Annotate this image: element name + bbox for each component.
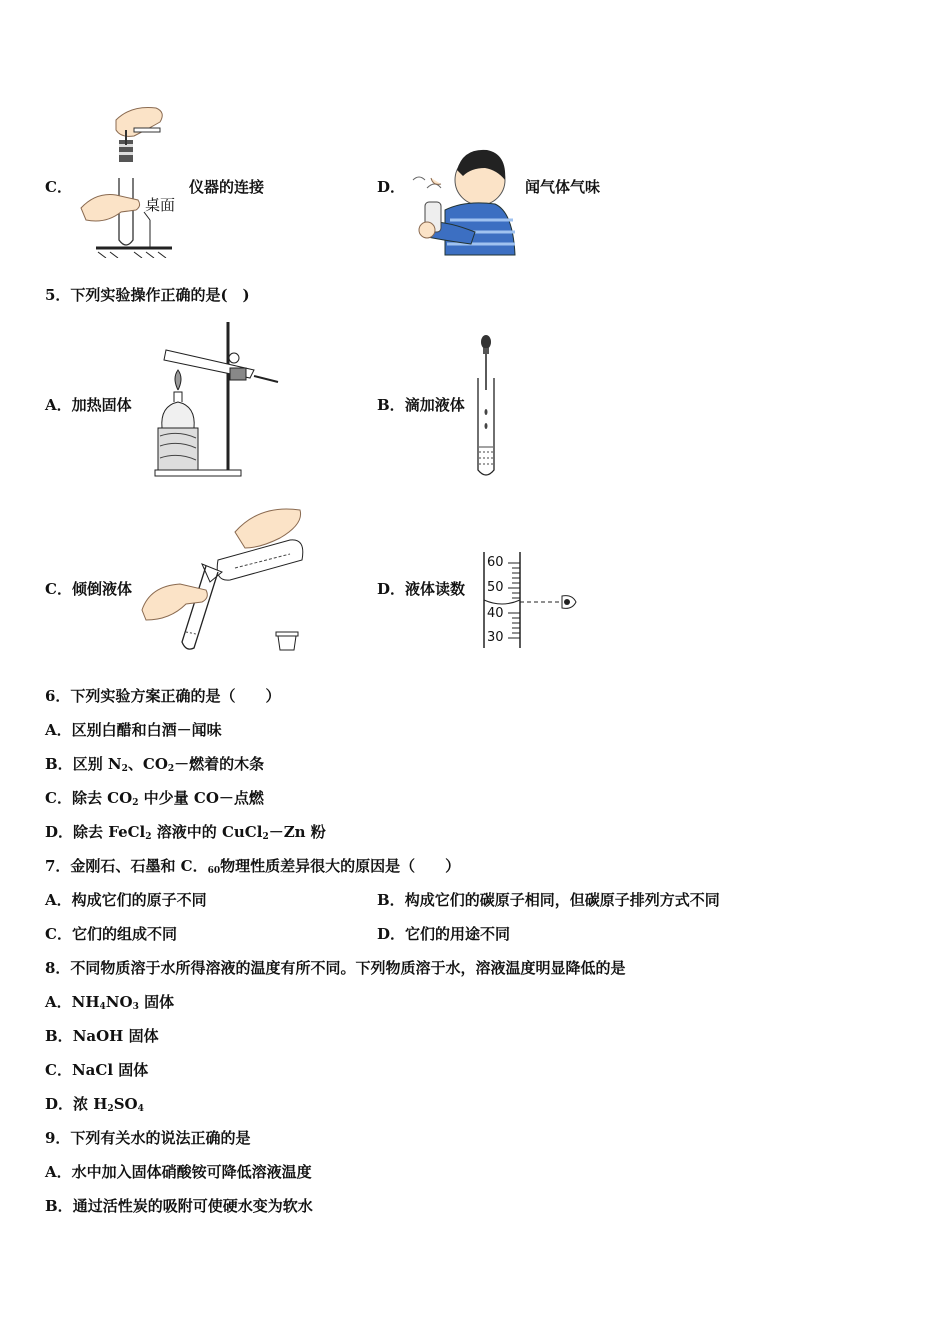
option-text: 水中加入固体硝酸铵可降低溶液温度 — [71, 1163, 312, 1181]
stem-text: 7．金刚石、石墨和 C． — [45, 857, 208, 875]
option-text: 浓 H — [73, 1095, 108, 1113]
option-letter: A． — [45, 891, 72, 909]
q9-option-a — [45, 1162, 312, 1182]
tube-connection-figure — [76, 100, 176, 258]
option-text: 倾倒液体 — [71, 580, 132, 598]
cylinder-reading-figure — [480, 550, 580, 650]
q5-option-c — [45, 578, 132, 599]
subscript: 60 — [207, 866, 221, 876]
q8-option-b — [45, 1026, 159, 1046]
option-letter: D． — [377, 178, 406, 196]
option-text: 液体读数 — [405, 580, 466, 598]
option-letter: C． — [45, 580, 72, 598]
subscript: 2 — [145, 832, 152, 842]
option-letter: C． — [45, 1061, 72, 1079]
subscript: 4 — [99, 1002, 106, 1012]
option-letter: D． — [45, 1095, 74, 1113]
option-text: 除去 FeCl — [73, 823, 146, 841]
subscript: 3 — [132, 1002, 139, 1012]
option-letter: D． — [377, 580, 406, 598]
subscript: 2 — [121, 764, 128, 774]
option-text: SO — [113, 1095, 138, 1113]
option-letter: C． — [45, 925, 72, 943]
option-text: 构成它们的原子不同 — [71, 891, 207, 909]
heating-solid-figure — [150, 318, 282, 480]
q6-stem: 6．下列实验方案正确的是（ ） — [45, 687, 281, 705]
option-text: 除去 CO — [71, 789, 133, 807]
option-letter: C． — [45, 178, 72, 196]
option-letter: C． — [45, 789, 72, 807]
option-text: 仪器的连接 — [189, 178, 265, 196]
tick-label: 60 — [487, 555, 504, 570]
q5-option-b — [377, 394, 465, 415]
q7-option-b — [377, 890, 720, 910]
smell-gas-figure — [405, 140, 520, 260]
option-letter: B． — [45, 1027, 73, 1045]
q8-option-a — [45, 992, 174, 1017]
option-text: 加热固体 — [71, 396, 132, 414]
option-letter: B． — [377, 396, 405, 414]
option-text: 滴加液体 — [404, 396, 465, 414]
q6-option-c — [45, 788, 264, 813]
subscript: 2 — [107, 1104, 114, 1114]
option-text: NH — [71, 993, 100, 1011]
option-letter: A． — [45, 1163, 72, 1181]
option-text: －燃着的木条 — [174, 755, 265, 773]
q8-option-c — [45, 1060, 148, 1080]
option-text: 它们的组成不同 — [71, 925, 177, 943]
option-text: NaOH 固体 — [72, 1027, 159, 1045]
option-text: －Zn 粉 — [268, 823, 326, 841]
option-text: 、CO — [127, 755, 168, 773]
tick-label: 50 — [487, 580, 504, 595]
stem-text: 物理性质差异很大的原因是（ ） — [220, 857, 461, 875]
dropper-figure — [472, 332, 502, 482]
subscript: 2 — [262, 832, 269, 842]
subscript: 2 — [167, 764, 175, 774]
subscript: 4 — [137, 1104, 144, 1114]
option-text: 溶液中的 CuCl — [151, 823, 263, 841]
option-text: 中少量 CO－点燃 — [138, 789, 264, 807]
option-text: 区别 N — [72, 755, 122, 773]
option-letter: A． — [45, 396, 72, 414]
tick-label: 30 — [487, 630, 504, 645]
option-text: NO — [105, 993, 133, 1011]
subscript: 2 — [132, 798, 139, 808]
q6-option-a — [45, 720, 222, 740]
option-text: 它们的用途不同 — [405, 925, 511, 943]
option-letter: B． — [377, 891, 405, 909]
q4-option-c — [45, 176, 72, 197]
q9-stem: 9．下列有关水的说法正确的是 — [45, 1129, 251, 1147]
option-text: 固体 — [138, 993, 175, 1011]
q5-option-d — [377, 578, 465, 599]
option-text: 构成它们的碳原子相同，但碳原子排列方式不同 — [404, 891, 720, 909]
option-text: 闻气体气味 — [525, 178, 601, 196]
q8-option-d — [45, 1094, 144, 1119]
q4-option-d — [377, 176, 405, 197]
q5-option-a — [45, 394, 132, 415]
option-letter: A． — [45, 721, 72, 739]
option-letter: B． — [45, 755, 73, 773]
option-text: 区别白醋和白酒－闻味 — [71, 721, 222, 739]
q5-stem: 5．下列实验操作正确的是( ) — [45, 286, 250, 304]
q9-option-b — [45, 1196, 313, 1216]
q6-option-b — [45, 754, 264, 779]
q7-option-a — [45, 890, 207, 910]
desk-label: 桌面 — [145, 196, 176, 214]
tick-label: 40 — [487, 606, 504, 621]
option-letter: B． — [45, 1197, 73, 1215]
q6-option-d — [45, 822, 326, 847]
option-text: NaCl 固体 — [71, 1061, 149, 1079]
option-letter: D． — [45, 823, 74, 841]
option-letter: A． — [45, 993, 72, 1011]
q7-option-c — [45, 924, 177, 944]
pouring-liquid-figure — [140, 502, 305, 657]
option-text: 通过活性炭的吸附可使硬水变为软水 — [72, 1197, 313, 1215]
q7-option-d — [377, 924, 510, 944]
option-letter: D． — [377, 925, 406, 943]
q8-stem: 8．不同物质溶于水所得溶液的温度有所不同。下列物质溶于水，溶液温度明显降低的是 — [45, 959, 626, 977]
q7-stem — [45, 856, 460, 881]
